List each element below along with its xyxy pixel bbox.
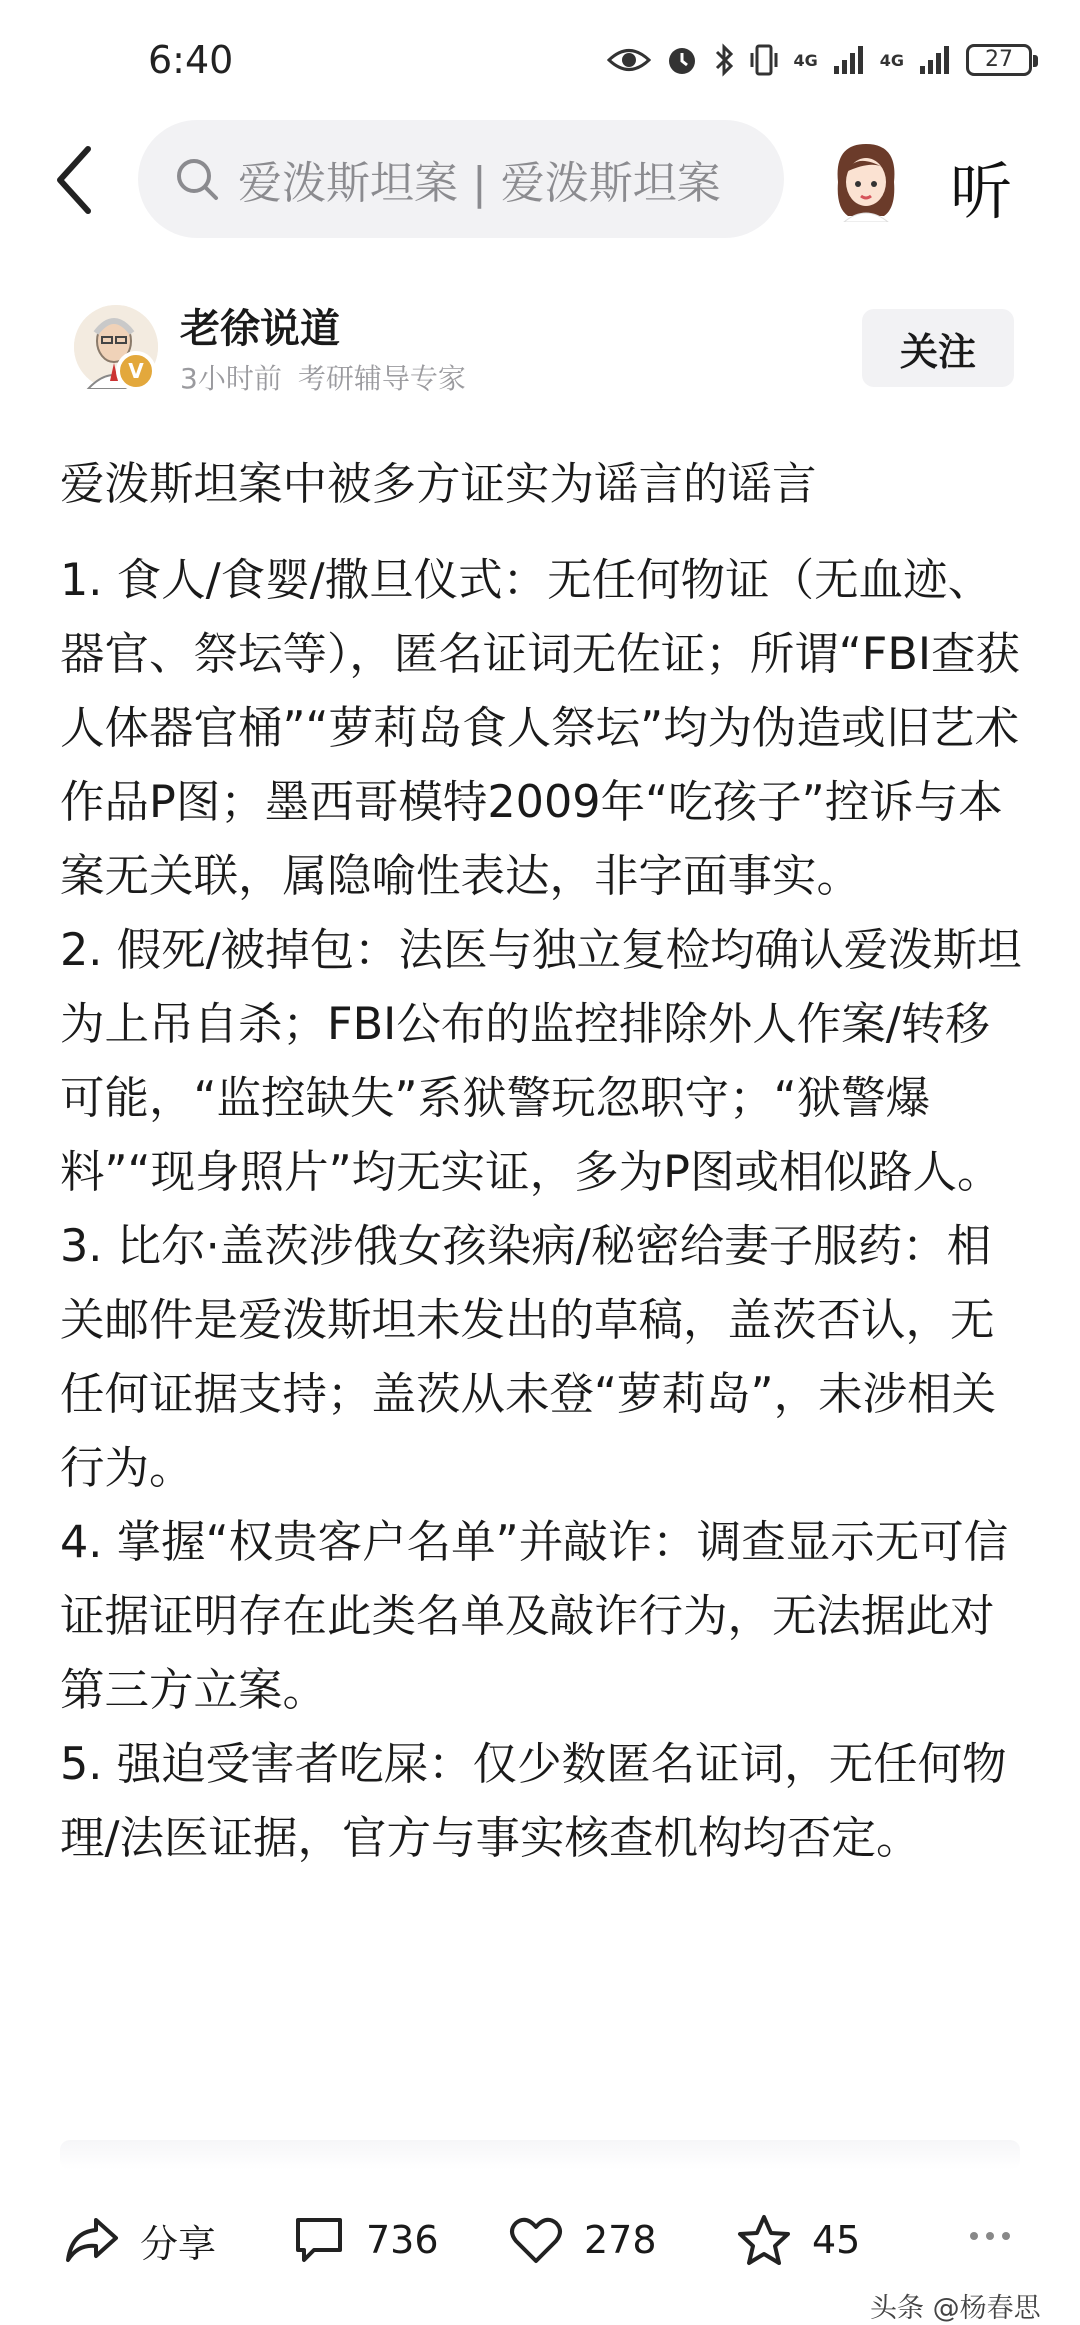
signal-2-icon bbox=[918, 44, 952, 76]
back-button[interactable] bbox=[44, 140, 104, 220]
follow-button[interactable]: 关注 bbox=[862, 309, 1014, 387]
verified-badge: V bbox=[116, 351, 156, 391]
like-count: 278 bbox=[584, 2218, 657, 2262]
author-meta bbox=[180, 357, 466, 397]
article-item: 2. 假死/被掉包：法医与独立复检均确认爱泼斯坦为上吊自杀；FBI公布的监控排除外人作案/转移可能，“监控缺失”系狱警玩忽职守；“狱警爆料”“现身照片”均无实证，多为P图或相似路人。 bbox=[60, 925, 1022, 1198]
author-title: 考研辅导专家 bbox=[297, 362, 466, 395]
search-icon bbox=[174, 156, 220, 202]
status-time: 6:40 bbox=[148, 38, 234, 82]
comment-count: 736 bbox=[366, 2218, 439, 2262]
more-dots-icon[interactable] bbox=[968, 2230, 1012, 2242]
heart-icon bbox=[508, 2215, 564, 2265]
article-body bbox=[60, 448, 1030, 1876]
share-icon bbox=[64, 2214, 120, 2266]
bottom-action-bar bbox=[0, 2200, 1080, 2324]
author-name[interactable]: 老徐说道 bbox=[180, 306, 340, 352]
article-item: 1. 食人/食婴/撒旦仪式：无任何物证（无血迹、器官、祭坛等），匿名证词无佐证；所谓“FBI查获人体器官桶”“萝莉岛食人祭坛”均为伪造或旧艺术作品P图；墨西哥模特2009年“吃孩子”控诉与本案无关联，属隐喻性表达，非字面事实。 bbox=[60, 555, 1021, 902]
status-bar bbox=[0, 0, 1080, 110]
eye-icon bbox=[607, 45, 651, 75]
chevron-left-icon bbox=[54, 145, 94, 215]
comment-icon bbox=[292, 2214, 346, 2266]
article-item: 3. 比尔·盖茨涉俄女孩染病/秘密给妻子服药：相关邮件是爱泼斯坦未发出的草稿，盖茨否认，无任何证据支持；盖茨从未登“萝莉岛”，未涉相关行为。 bbox=[60, 1221, 997, 1494]
author-avatar[interactable] bbox=[74, 305, 158, 389]
like-button[interactable] bbox=[508, 2200, 657, 2280]
listen-button[interactable]: 听 bbox=[950, 155, 1013, 228]
battery-indicator: 27 bbox=[966, 44, 1032, 76]
woman-avatar-icon bbox=[826, 138, 906, 222]
signal-2-label: 4G bbox=[879, 50, 904, 70]
share-label: 分享 bbox=[140, 2221, 217, 2266]
search-query: 爱泼斯坦案 | 爱泼斯坦案 bbox=[238, 158, 721, 209]
watermark: 头条 @杨春思 bbox=[870, 2293, 1041, 2324]
star-icon bbox=[736, 2213, 792, 2267]
article-heading: 爱泼斯坦案中被多方证实为谣言的谣言 bbox=[60, 459, 817, 510]
favorite-button[interactable] bbox=[736, 2200, 860, 2280]
article-item: 4. 掌握“权贵客户名单”并敲诈：调查显示无可信证据证明存在此类名单及敲诈行为，无法据此对第三方立案。 bbox=[60, 1517, 1009, 1716]
author-row bbox=[0, 295, 1080, 415]
search-bar[interactable] bbox=[138, 120, 784, 238]
alarm-icon bbox=[665, 43, 699, 77]
assistant-avatar[interactable] bbox=[826, 138, 906, 222]
vibrate-icon bbox=[749, 43, 779, 77]
article-item: 5. 强迫受害者吃屎：仅少数匿名证词，无任何物理/法医证据，官方与事实核查机构均否定。 bbox=[60, 1739, 1007, 1864]
share-button[interactable] bbox=[64, 2200, 216, 2280]
bluetooth-icon bbox=[713, 42, 735, 78]
signal-1-label: 4G bbox=[793, 50, 818, 70]
top-bar bbox=[0, 118, 1080, 242]
post-time: 3小时前 bbox=[180, 362, 282, 395]
status-icons bbox=[607, 40, 1032, 80]
favorite-count: 45 bbox=[812, 2218, 861, 2262]
content-divider bbox=[60, 2140, 1020, 2170]
comment-button[interactable] bbox=[292, 2200, 439, 2280]
signal-1-icon bbox=[832, 44, 866, 76]
